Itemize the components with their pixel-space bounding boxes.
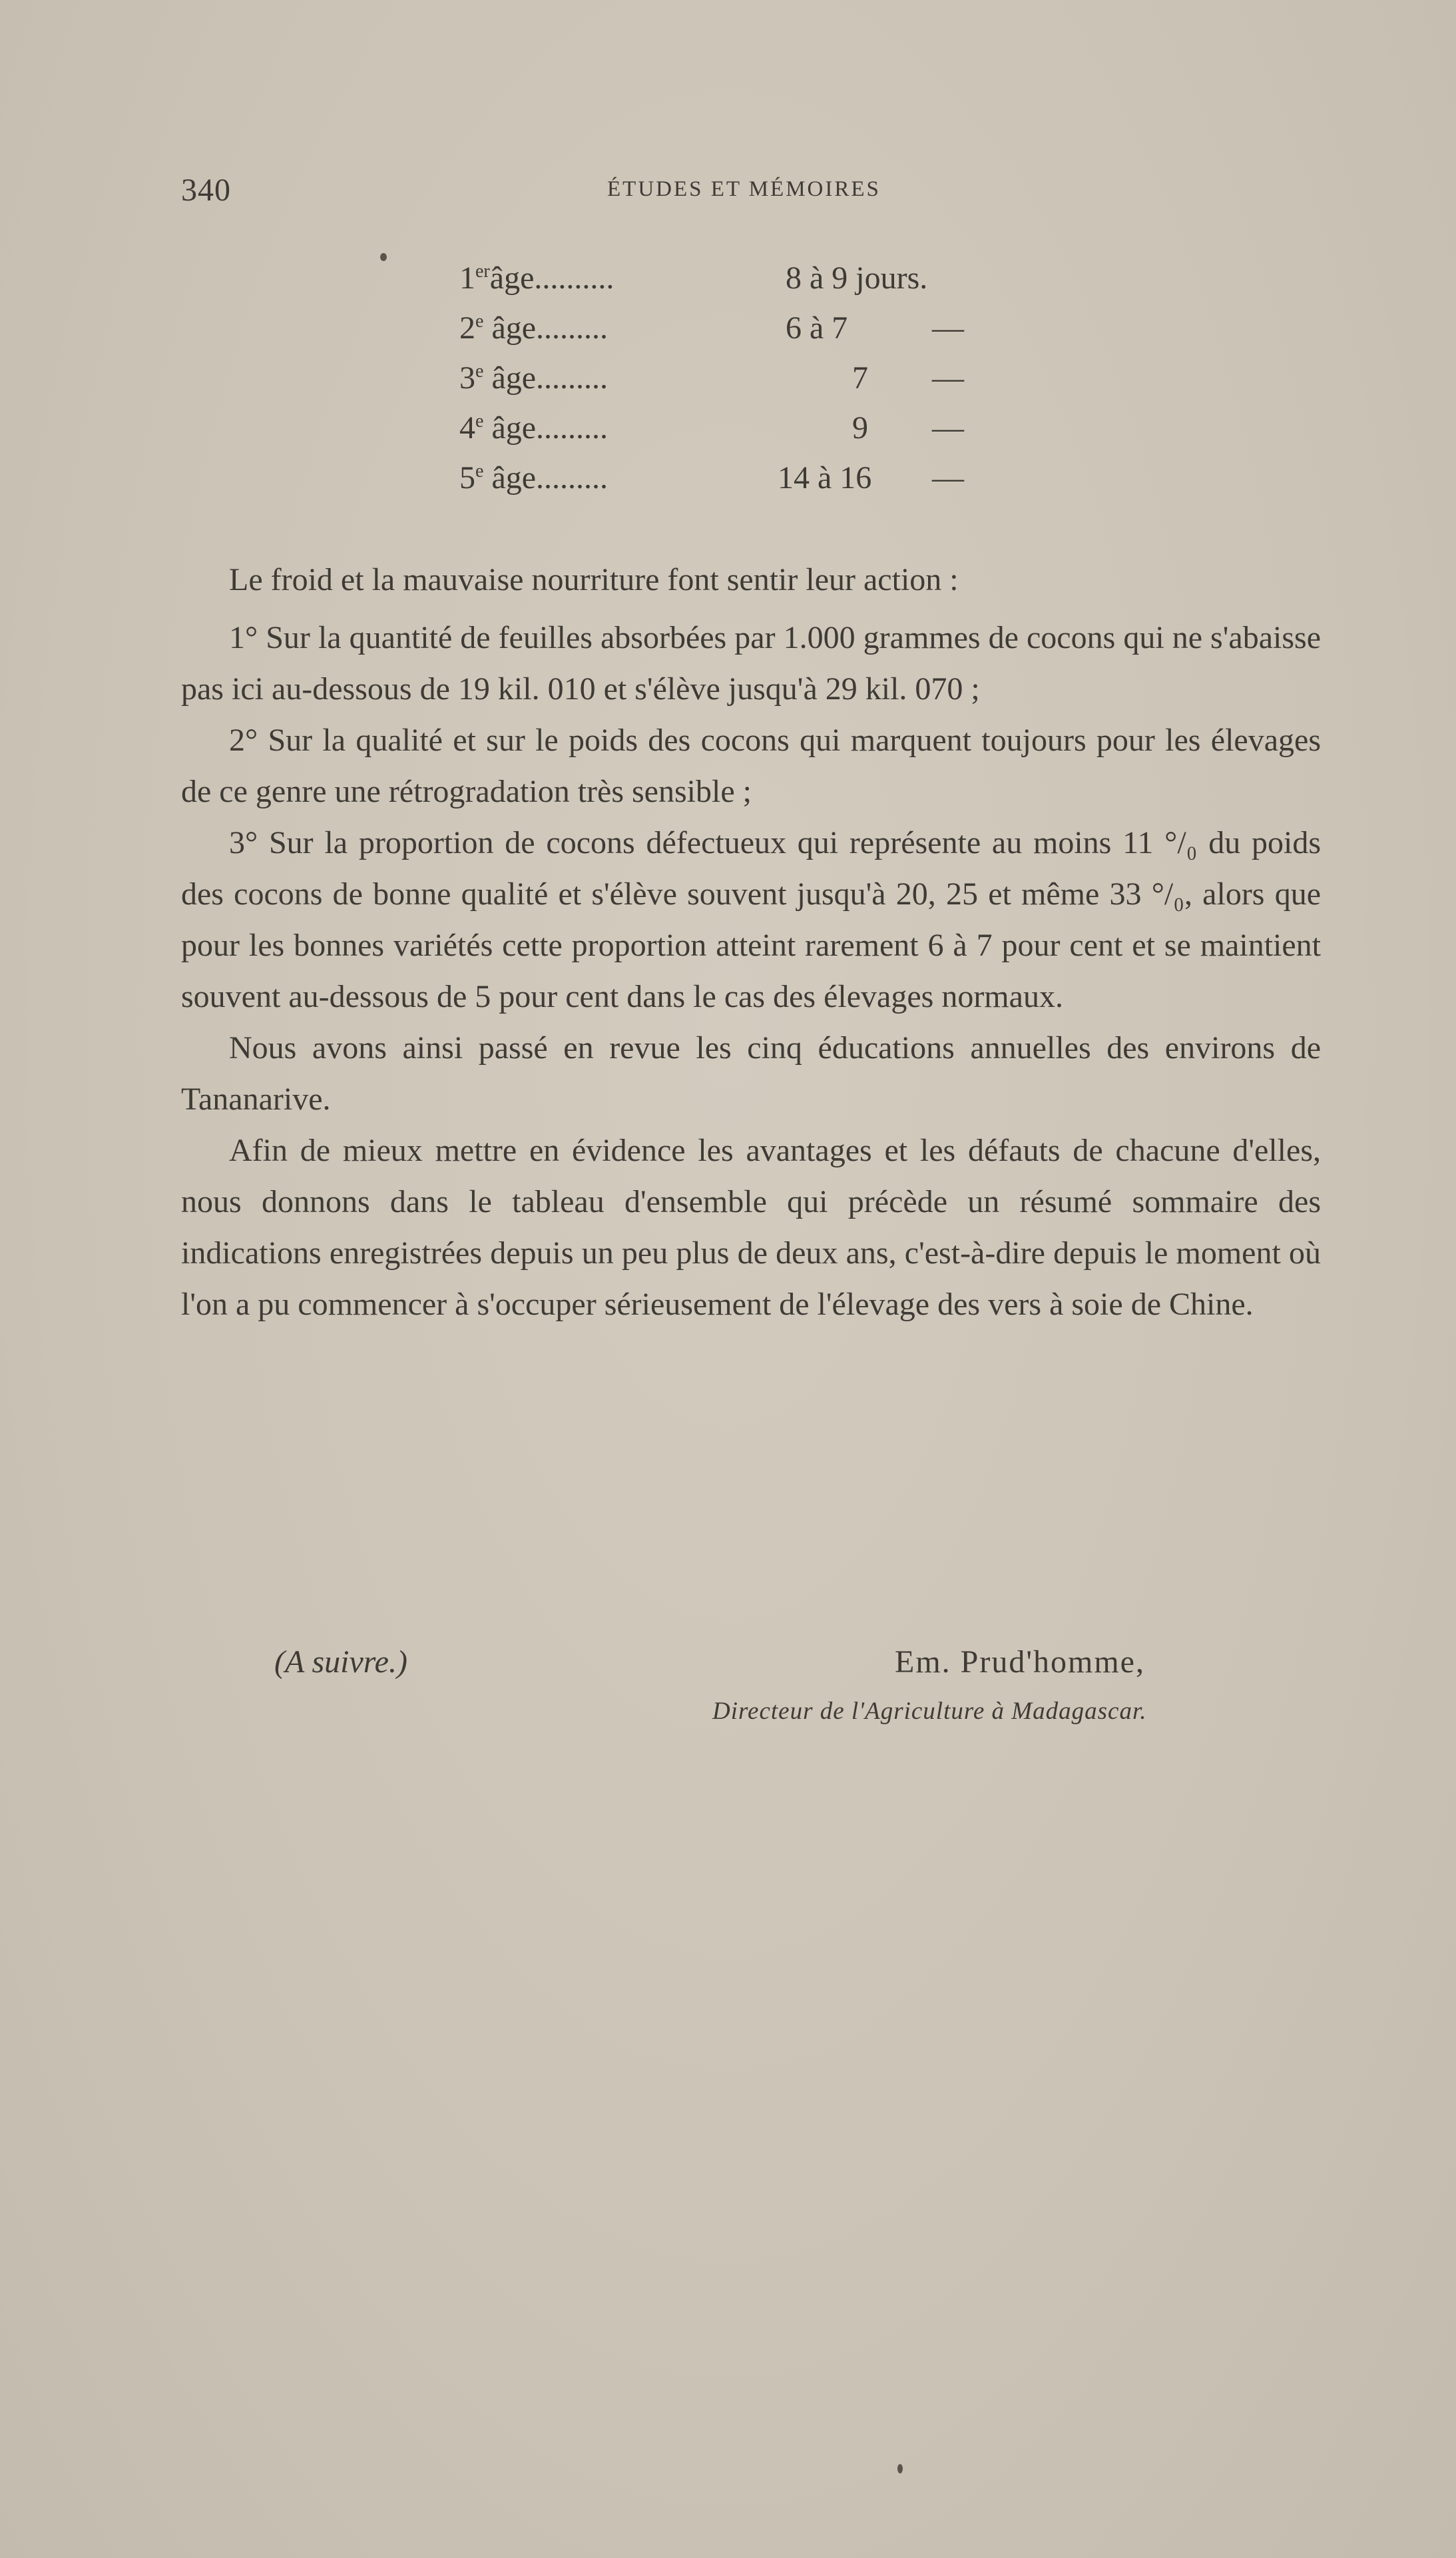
paragraph: Le froid et la mauvaise nourriture font sentir leur action :	[229, 562, 959, 597]
author-title: Directeur de l'Agriculture à Madagascar.	[712, 1698, 1147, 1725]
age-row	[459, 310, 1059, 360]
paragraph: 2° Sur la qualité et sur le poids des cocons qui marquent toujours pour les élevages de ce genre une rétrogradation très sensible ;	[181, 723, 1321, 809]
paragraph: 1° Sur la quantité de feuilles absorbées par 1.000 grammes de cocons qui ne s'abaisse pas ici au-dessous de 19 kil. 010 et s'élève jusqu'à 29 kil. 070 ;	[181, 620, 1321, 707]
running-head	[181, 172, 1320, 212]
age-duration: 7	[852, 360, 868, 396]
age-duration: 6 à 7	[786, 310, 848, 346]
age-duration: 9	[852, 410, 868, 446]
ditto-mark: —	[932, 410, 964, 446]
age-label: 1erâge..........	[459, 260, 614, 296]
age-label: 2e âge.........	[459, 310, 608, 346]
age-label: 5e âge.........	[459, 460, 608, 495]
age-duration: 14 à 16	[778, 460, 872, 495]
body-text	[181, 554, 1321, 1330]
age-row	[459, 410, 1059, 460]
ink-speck	[897, 2464, 903, 2473]
age-row	[459, 360, 1059, 410]
signature-block	[181, 1644, 1321, 1730]
age-label: 4e âge.........	[459, 410, 608, 446]
ditto-mark: —	[932, 360, 964, 396]
paragraph: Nous avons ainsi passé en revue les cinq éducations annuelles des environs de Tananarive.	[181, 1030, 1321, 1117]
age-duration-table	[459, 260, 1059, 509]
age-label: 3e âge.........	[459, 360, 608, 396]
paragraph: 3° Sur la proportion de cocons défectueux qui représente au moins 11 °/₀ du poids des cocons de bonne qualité et s'élève souvent jusqu'à 20, 25 et même 33 °/₀, alors que pour les bonnes variétés cette proportion atteint rarement 6 à 7 pour cent et se maintient souvent au-dessous de 5 pour cent dans le cas des élevages normaux.	[181, 825, 1321, 1014]
to-be-continued-note: (A suivre.)	[274, 1644, 407, 1680]
paragraph: Afin de mieux mettre en évidence les avantages et les défauts de chacune d'elles, nous donnons dans le tableau d'ensemble qui précède un résumé sommaire des indications enregistrées depuis un peu plus de deux ans, c'est-à-dire depuis le moment où l'on a pu commencer à s'occuper sérieusement de l'élevage des vers à soie de Chine.	[181, 1133, 1321, 1322]
journal-title: ÉTUDES ET MÉMOIRES	[607, 177, 881, 201]
age-row	[459, 260, 1059, 310]
author-name: Em. Prud'homme,	[895, 1644, 1145, 1680]
ink-speck	[380, 253, 387, 261]
page-number: 340	[181, 172, 231, 208]
ditto-mark: —	[932, 460, 964, 495]
ditto-mark: —	[932, 310, 964, 346]
age-duration: 8 à 9 jours.	[786, 260, 928, 296]
age-row	[459, 460, 1059, 509]
